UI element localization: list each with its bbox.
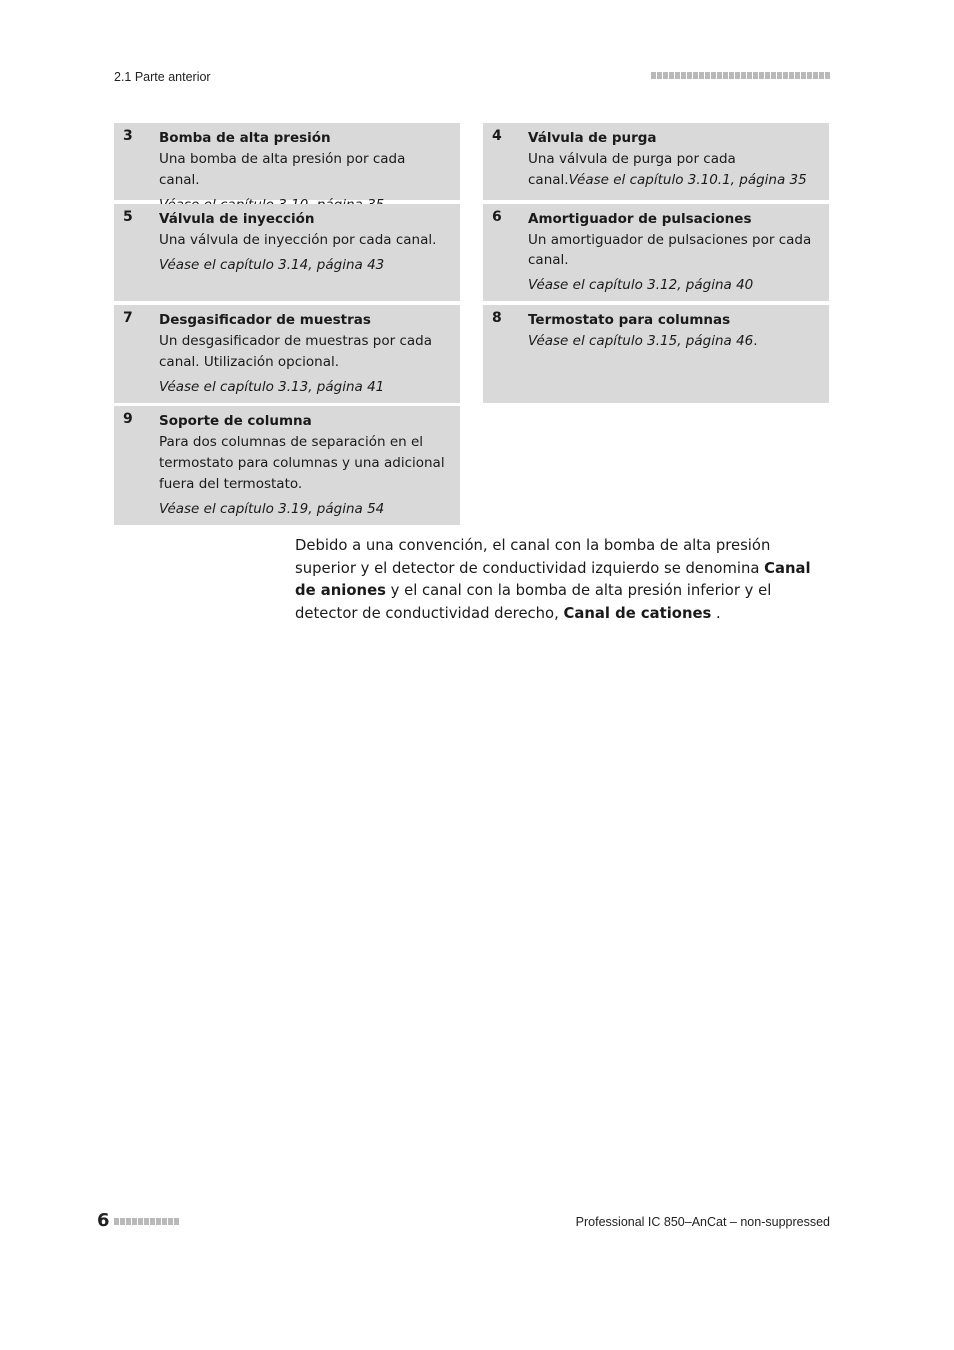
item-number: 9 [123, 411, 133, 427]
item-reference-link[interactable]: Véase el capítulo 3.19, página 54 [159, 501, 385, 517]
item-title: Válvula de purga [528, 130, 657, 146]
legend-item-4 [483, 123, 829, 200]
section-title: 2.1 Parte anterior [114, 70, 211, 84]
item-number: 7 [123, 310, 133, 326]
item-number: 3 [123, 128, 133, 144]
paragraph-text: . [711, 604, 721, 622]
legend-item-5 [114, 204, 460, 301]
item-reference-link[interactable]: Véase el capítulo 3.13, página 41 [159, 379, 385, 395]
item-description: Una bomba de alta presión por cada canal. [159, 151, 406, 188]
anion-channel-term: Canal de aniones [295, 559, 811, 599]
header-decoration-marks [651, 72, 830, 79]
item-description: Una válvula de purga por cada canal. [528, 151, 736, 188]
item-title: Válvula de inyección [159, 211, 315, 227]
item-reference-link[interactable]: Véase el capítulo 3.14, página 43 [159, 257, 385, 273]
channel-convention-paragraph [295, 535, 835, 625]
document-title: Professional IC 850–AnCat – non-suppressed [575, 1215, 830, 1229]
item-description: Un desgasificador de muestras por cada canal. Utilización opcional. [159, 333, 432, 370]
item-reference-suffix: . [753, 333, 758, 349]
item-number: 6 [492, 209, 502, 225]
item-title: Desgasificador de muestras [159, 312, 371, 328]
legend-item-6 [483, 204, 829, 301]
legend-item-7 [114, 305, 460, 403]
item-title: Bomba de alta presión [159, 130, 331, 146]
item-title: Amortiguador de pulsaciones [528, 211, 752, 227]
item-description: Para dos columnas de separación en el termostato para columnas y una adicional fuera del termostato. [159, 434, 445, 492]
item-description: Un amortiguador de pulsaciones por cada canal. [528, 231, 812, 268]
running-header [114, 70, 830, 88]
legend-item-8 [483, 305, 829, 403]
page-number: 6 [97, 1210, 110, 1231]
legend-item-3 [114, 123, 460, 200]
item-reference-link[interactable]: Véase el capítulo 3.10.1, página 35 [568, 172, 807, 188]
item-title: Soporte de columna [159, 413, 312, 429]
item-description: Una válvula de inyección por cada canal. [159, 232, 437, 248]
page-footer [97, 1212, 830, 1234]
item-number: 5 [123, 209, 133, 225]
legend-item-9 [114, 406, 460, 525]
item-reference-link[interactable]: Véase el capítulo 3.15, página 46 [528, 333, 754, 349]
item-title: Termostato para columnas [528, 312, 731, 328]
footer-decoration-marks [114, 1218, 179, 1225]
paragraph-text: y el canal con la bomba de alta presión inferior y el detector de conductividad derecho, [295, 582, 772, 622]
item-number: 4 [492, 128, 502, 144]
item-number: 8 [492, 310, 502, 326]
item-reference-link[interactable]: Véase el capítulo 3.12, página 40 [528, 276, 754, 293]
cation-channel-term: Canal de cationes [563, 604, 712, 622]
paragraph-text: Debido a una convención, el canal con la bomba de alta presión superior y el detector de conductividad izquierdo se denomina [295, 537, 771, 577]
